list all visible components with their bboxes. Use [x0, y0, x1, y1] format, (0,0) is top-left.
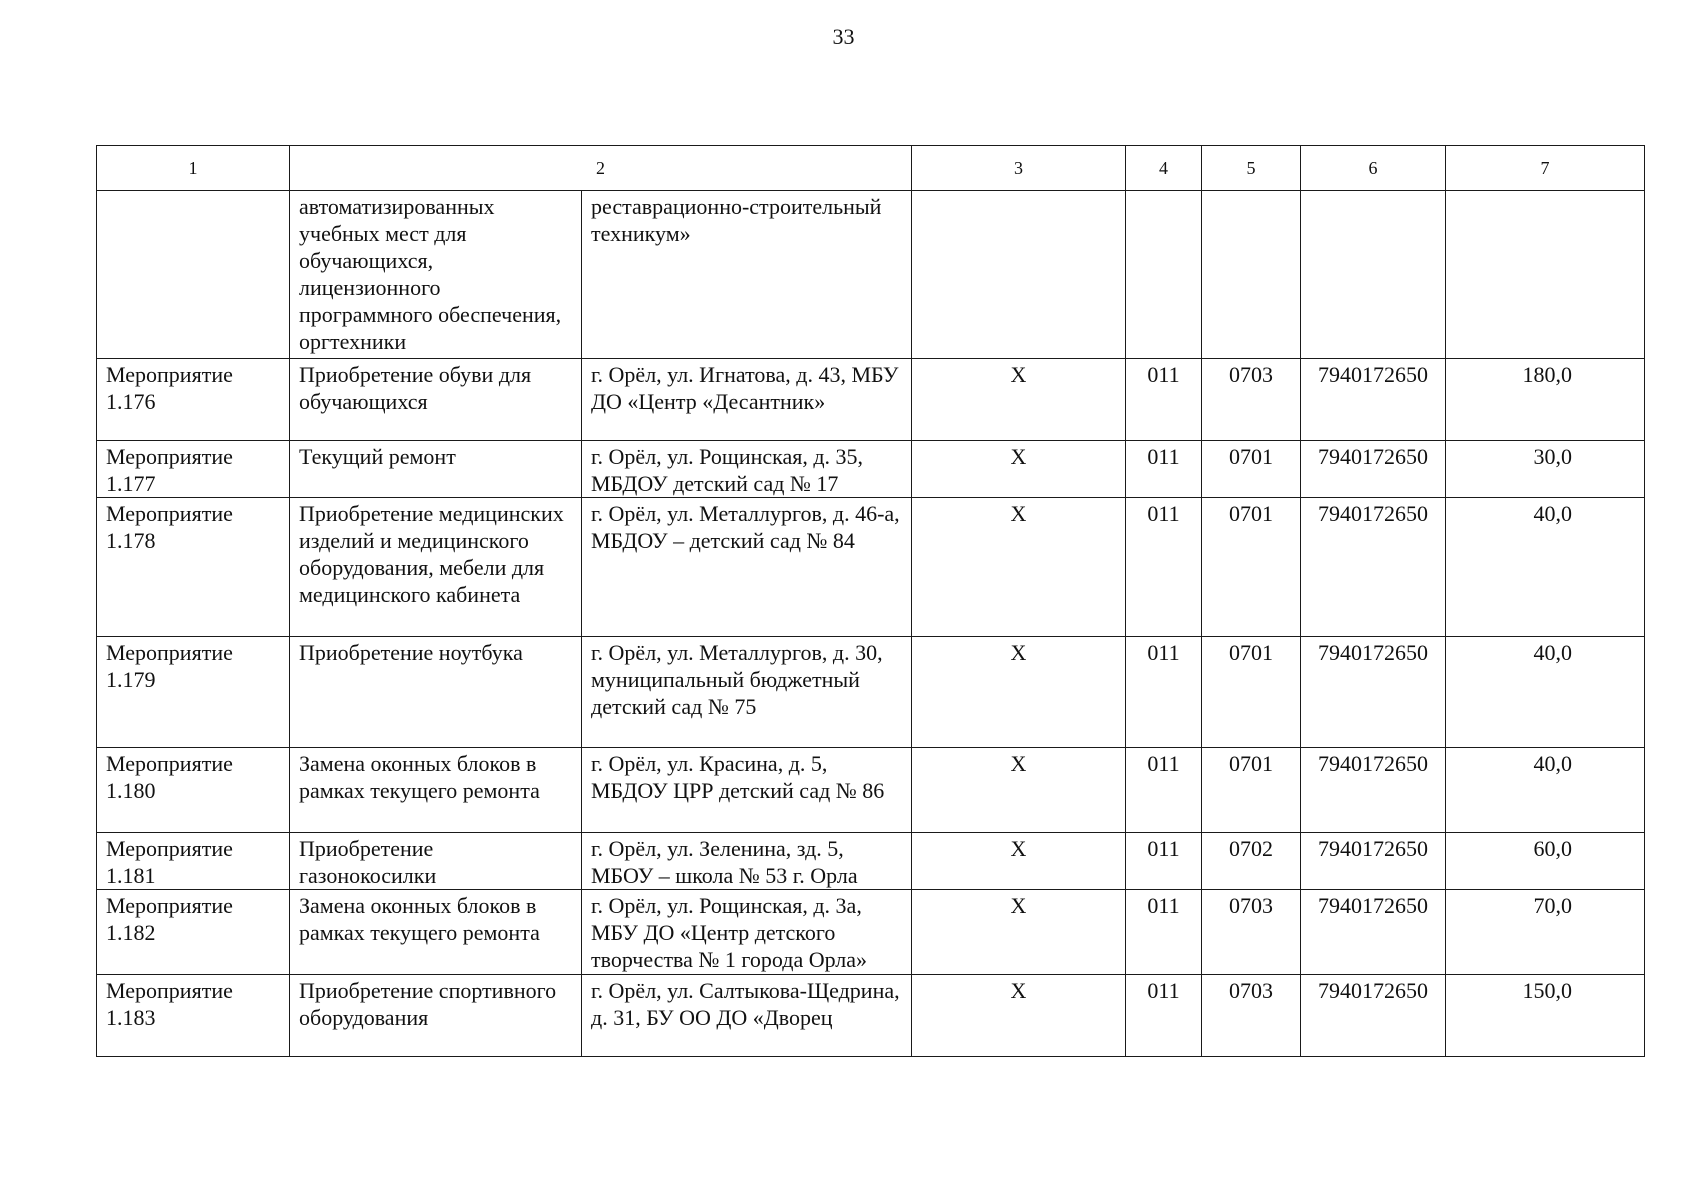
cell-sum: 150,0 [1446, 975, 1645, 1057]
cell-grbs: 011 [1126, 441, 1202, 498]
cell-description: Приобретение газонокосилки [290, 833, 582, 890]
cell-x: X [912, 441, 1126, 498]
cell-grbs: 011 [1126, 748, 1202, 833]
header-col-2: 2 [290, 146, 912, 191]
cell-rz: 0703 [1202, 359, 1301, 441]
cell-grbs [1126, 191, 1202, 359]
cell-sum: 40,0 [1446, 748, 1645, 833]
cell-address: г. Орёл, ул. Металлургов, д. 46-а, МБДОУ – детский сад № 84 [582, 498, 912, 637]
cell-grbs: 011 [1126, 359, 1202, 441]
cell-rz: 0701 [1202, 637, 1301, 748]
cell-sum: 60,0 [1446, 833, 1645, 890]
cell-rz: 0701 [1202, 498, 1301, 637]
cell-x: X [912, 975, 1126, 1057]
cell-x [912, 191, 1126, 359]
cell-name: Мероприятие 1.177 [97, 441, 290, 498]
cell-address: г. Орёл, ул. Зеленина, зд. 5, МБОУ – школа № 53 г. Орла [582, 833, 912, 890]
cell-rz: 0703 [1202, 890, 1301, 975]
cell-grbs: 011 [1126, 890, 1202, 975]
cell-name: Мероприятие 1.180 [97, 748, 290, 833]
cell-rz: 0702 [1202, 833, 1301, 890]
header-row [97, 146, 1645, 191]
header-col-3: 3 [912, 146, 1126, 191]
cell-name [97, 191, 290, 359]
cell-description: Замена оконных блоков в рамках текущего ремонта [290, 890, 582, 975]
cell-address: г. Орёл, ул. Игнатова, д. 43, МБУ ДО «Центр «Десантник» [582, 359, 912, 441]
table-row [97, 637, 1645, 748]
cell-csr: 7940172650 [1301, 975, 1446, 1057]
cell-rz: 0703 [1202, 975, 1301, 1057]
cell-x: X [912, 637, 1126, 748]
page-number: 33 [832, 24, 855, 49]
table-row [97, 833, 1645, 890]
cell-address: г. Орёл, ул. Салтыкова-Щедрина, д. 31, БУ ОО ДО «Дворец [582, 975, 912, 1057]
cell-name: Мероприятие 1.179 [97, 637, 290, 748]
cell-address: реставрационно-строительный техникум» [582, 191, 912, 359]
header-col-7: 7 [1446, 146, 1645, 191]
cell-rz: 0701 [1202, 441, 1301, 498]
cell-rz [1202, 191, 1301, 359]
cell-description: Приобретение спортивного оборудования [290, 975, 582, 1057]
cell-name: Мероприятие 1.182 [97, 890, 290, 975]
cell-name: Мероприятие 1.176 [97, 359, 290, 441]
cell-csr: 7940172650 [1301, 748, 1446, 833]
cell-description: Приобретение медицинских изделий и медицинского оборудования, мебели для медицинского кабинета [290, 498, 582, 637]
table-row [97, 498, 1645, 637]
cell-grbs: 011 [1126, 637, 1202, 748]
header-col-1: 1 [97, 146, 290, 191]
cell-sum: 180,0 [1446, 359, 1645, 441]
cell-grbs: 011 [1126, 498, 1202, 637]
cell-x: X [912, 890, 1126, 975]
cell-name: Мероприятие 1.183 [97, 975, 290, 1057]
cell-x: X [912, 359, 1126, 441]
cell-description: автоматизированных учебных мест для обучающихся, лицензионного программного обеспечения, оргтехники [290, 191, 582, 359]
cell-sum: 40,0 [1446, 498, 1645, 637]
cell-description: Приобретение ноутбука [290, 637, 582, 748]
table-row [97, 359, 1645, 441]
cell-sum: 40,0 [1446, 637, 1645, 748]
cell-address: г. Орёл, ул. Металлургов, д. 30, муниципальный бюджетный детский сад № 75 [582, 637, 912, 748]
cell-sum [1446, 191, 1645, 359]
cell-grbs: 011 [1126, 975, 1202, 1057]
cell-x: X [912, 498, 1126, 637]
cell-address: г. Орёл, ул. Красина, д. 5, МБДОУ ЦРР детский сад № 86 [582, 748, 912, 833]
header-col-5: 5 [1202, 146, 1301, 191]
table-row [97, 191, 1645, 359]
cell-csr: 7940172650 [1301, 441, 1446, 498]
cell-sum: 30,0 [1446, 441, 1645, 498]
cell-address: г. Орёл, ул. Рощинская, д. 35, МБДОУ детский сад № 17 [582, 441, 912, 498]
cell-csr: 7940172650 [1301, 890, 1446, 975]
cell-x: X [912, 833, 1126, 890]
cell-address: г. Орёл, ул. Рощинская, д. 3а, МБУ ДО «Центр детского творчества № 1 города Орла» [582, 890, 912, 975]
cell-description: Текущий ремонт [290, 441, 582, 498]
cell-rz: 0701 [1202, 748, 1301, 833]
cell-csr: 7940172650 [1301, 498, 1446, 637]
cell-csr [1301, 191, 1446, 359]
cell-sum: 70,0 [1446, 890, 1645, 975]
header-col-6: 6 [1301, 146, 1446, 191]
cell-description: Замена оконных блоков в рамках текущего ремонта [290, 748, 582, 833]
cell-x: X [912, 748, 1126, 833]
cell-grbs: 011 [1126, 833, 1202, 890]
budget-table [96, 145, 1645, 1057]
cell-description: Приобретение обуви для обучающихся [290, 359, 582, 441]
table-row [97, 890, 1645, 975]
cell-csr: 7940172650 [1301, 637, 1446, 748]
cell-csr: 7940172650 [1301, 359, 1446, 441]
table-row [97, 748, 1645, 833]
header-col-4: 4 [1126, 146, 1202, 191]
cell-name: Мероприятие 1.181 [97, 833, 290, 890]
table-row [97, 441, 1645, 498]
cell-name: Мероприятие 1.178 [97, 498, 290, 637]
table-row [97, 975, 1645, 1057]
cell-csr: 7940172650 [1301, 833, 1446, 890]
